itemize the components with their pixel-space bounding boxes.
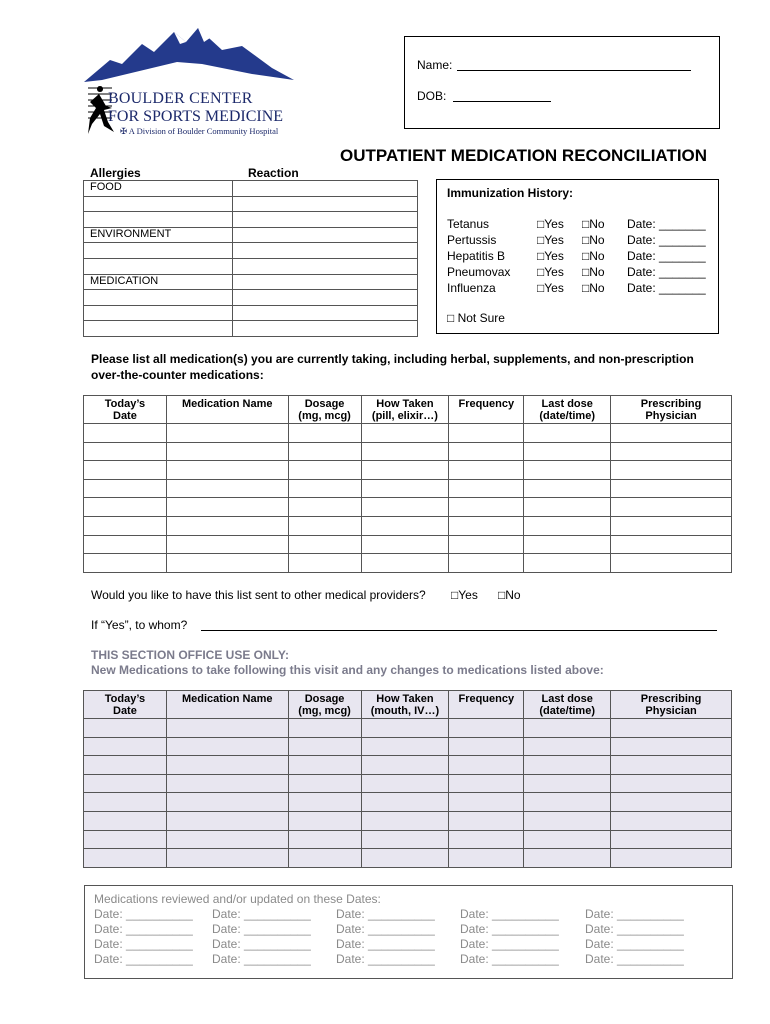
cross-icon: ✠ xyxy=(120,126,129,136)
table-row xyxy=(84,774,732,793)
allergy-cell[interactable] xyxy=(84,258,233,274)
table-cell[interactable] xyxy=(166,479,288,498)
reaction-cell[interactable] xyxy=(233,305,418,321)
table-cell[interactable] xyxy=(84,498,167,517)
table-cell[interactable] xyxy=(84,554,167,573)
table-cell[interactable] xyxy=(84,516,167,535)
review-date-field[interactable]: Date: __________ xyxy=(460,907,559,921)
reaction-cell[interactable] xyxy=(233,274,418,290)
review-date-field[interactable]: Date: __________ xyxy=(336,952,435,966)
table-cell[interactable] xyxy=(166,719,288,738)
table-row xyxy=(84,442,732,461)
table-cell[interactable] xyxy=(361,849,449,868)
table-cell[interactable] xyxy=(611,793,732,812)
table-cell[interactable] xyxy=(524,442,611,461)
reaction-cell[interactable] xyxy=(233,321,418,337)
column-header: Frequency xyxy=(449,396,524,424)
immunization-date-field[interactable]: Date: _______ xyxy=(627,233,706,247)
table-cell[interactable] xyxy=(361,774,449,793)
table-cell[interactable] xyxy=(449,535,524,554)
table-cell[interactable] xyxy=(361,793,449,812)
immunization-date-field[interactable]: Date: _______ xyxy=(627,217,706,231)
review-date-field[interactable]: Date: __________ xyxy=(94,952,193,966)
review-date-field[interactable]: Date: __________ xyxy=(212,922,311,936)
table-cell[interactable] xyxy=(449,554,524,573)
table-cell[interactable] xyxy=(166,830,288,849)
table-cell[interactable] xyxy=(524,793,611,812)
meds-instruction-line2: over-the-counter medications: xyxy=(91,368,264,382)
table-cell[interactable] xyxy=(361,811,449,830)
table-cell[interactable] xyxy=(288,756,361,775)
table-cell[interactable] xyxy=(611,535,732,554)
immunization-yes-checkbox[interactable]: □Yes xyxy=(537,281,564,295)
column-header: Prescribing Physician xyxy=(611,396,732,424)
office-use-title: THIS SECTION OFFICE USE ONLY: xyxy=(91,648,290,662)
immunization-date-field[interactable]: Date: _______ xyxy=(627,265,706,279)
column-header: Last dose (date/time) xyxy=(524,691,611,719)
table-cell[interactable] xyxy=(166,498,288,517)
review-date-field[interactable]: Date: __________ xyxy=(585,907,684,921)
table-cell[interactable] xyxy=(166,756,288,775)
table-cell[interactable] xyxy=(288,498,361,517)
column-header: Dosage (mg, mcg) xyxy=(288,691,361,719)
table-row xyxy=(84,756,732,775)
table-cell[interactable] xyxy=(361,498,449,517)
allergy-cell[interactable] xyxy=(84,196,233,212)
table-cell[interactable] xyxy=(449,774,524,793)
new-medications-table xyxy=(83,690,732,868)
immunization-name: Tetanus xyxy=(447,217,490,231)
allergy-cell[interactable]: MEDICATION xyxy=(84,274,233,290)
allergies-table xyxy=(83,180,418,337)
immunization-no-checkbox[interactable]: □No xyxy=(582,265,605,279)
table-cell[interactable] xyxy=(449,424,524,443)
reaction-cell[interactable] xyxy=(233,212,418,228)
table-cell[interactable] xyxy=(524,774,611,793)
table-cell[interactable] xyxy=(524,811,611,830)
table-cell[interactable] xyxy=(84,756,167,775)
table-cell[interactable] xyxy=(288,737,361,756)
review-dates-box xyxy=(84,885,733,979)
table-cell[interactable] xyxy=(84,479,167,498)
column-header: Medication Name xyxy=(166,396,288,424)
table-cell[interactable] xyxy=(361,424,449,443)
table-cell[interactable] xyxy=(449,811,524,830)
table-cell[interactable] xyxy=(288,793,361,812)
review-date-field[interactable]: Date: __________ xyxy=(212,907,311,921)
table-cell[interactable] xyxy=(611,516,732,535)
allergy-row xyxy=(84,196,418,212)
office-use-subtitle: New Medications to take following this visit and any changes to medications listed above: xyxy=(91,663,604,677)
table-row xyxy=(84,811,732,830)
table-cell[interactable] xyxy=(611,424,732,443)
table-cell[interactable] xyxy=(524,498,611,517)
allergy-cell[interactable]: ENVIRONMENT xyxy=(84,227,233,243)
table-cell[interactable] xyxy=(361,554,449,573)
table-cell[interactable] xyxy=(361,830,449,849)
review-date-field[interactable]: Date: __________ xyxy=(460,952,559,966)
column-header: Frequency xyxy=(449,691,524,719)
send-list-yes-checkbox[interactable]: □Yes xyxy=(451,588,478,602)
allergy-row xyxy=(84,258,418,274)
immunization-no-checkbox[interactable]: □No xyxy=(582,233,605,247)
allergy-cell[interactable]: FOOD xyxy=(84,181,233,197)
column-header: How Taken (mouth, IV…) xyxy=(361,691,449,719)
send-list-no-checkbox[interactable]: □No xyxy=(498,588,521,602)
table-cell[interactable] xyxy=(84,719,167,738)
table-cell[interactable] xyxy=(524,479,611,498)
logo-subtitle: ✠ A Division of Boulder Community Hospital xyxy=(120,126,279,136)
immunization-name: Pertussis xyxy=(447,233,497,247)
column-header: Today’s Date xyxy=(84,691,167,719)
table-cell[interactable] xyxy=(449,479,524,498)
immunization-name: Influenza xyxy=(447,281,496,295)
table-cell[interactable] xyxy=(288,442,361,461)
table-cell[interactable] xyxy=(361,737,449,756)
table-cell[interactable] xyxy=(84,793,167,812)
table-cell[interactable] xyxy=(166,554,288,573)
table-cell[interactable] xyxy=(449,849,524,868)
table-cell[interactable] xyxy=(84,811,167,830)
table-cell[interactable] xyxy=(524,424,611,443)
reaction-cell[interactable] xyxy=(233,258,418,274)
table-cell[interactable] xyxy=(288,830,361,849)
table-cell[interactable] xyxy=(524,830,611,849)
immunization-no-checkbox[interactable]: □No xyxy=(582,281,605,295)
allergy-row xyxy=(84,305,418,321)
table-cell[interactable] xyxy=(84,737,167,756)
meds-instruction-line1: Please list all medication(s) you are currently taking, including herbal, supplements, and non-prescription xyxy=(91,352,694,366)
to-whom-field[interactable] xyxy=(201,630,717,631)
send-list-question: Would you like to have this list sent to other medical providers? xyxy=(91,588,426,602)
table-cell[interactable] xyxy=(84,424,167,443)
allergy-cell[interactable] xyxy=(84,305,233,321)
table-cell[interactable] xyxy=(288,554,361,573)
allergy-row xyxy=(84,290,418,306)
table-cell[interactable] xyxy=(166,442,288,461)
allergy-row xyxy=(84,227,418,243)
table-cell[interactable] xyxy=(524,535,611,554)
table-cell[interactable] xyxy=(449,737,524,756)
table-cell[interactable] xyxy=(449,830,524,849)
immunization-box xyxy=(436,179,719,334)
table-cell[interactable] xyxy=(524,737,611,756)
column-header: Last dose (date/time) xyxy=(524,396,611,424)
table-cell[interactable] xyxy=(166,516,288,535)
allergy-cell[interactable] xyxy=(84,290,233,306)
not-sure-checkbox[interactable]: □ Not Sure xyxy=(447,311,505,325)
table-cell[interactable] xyxy=(611,461,732,480)
review-date-field[interactable]: Date: __________ xyxy=(94,907,193,921)
table-cell[interactable] xyxy=(166,535,288,554)
table-cell[interactable] xyxy=(361,535,449,554)
review-date-field[interactable]: Date: __________ xyxy=(212,952,311,966)
table-cell[interactable] xyxy=(611,737,732,756)
immunization-yes-checkbox[interactable]: □Yes xyxy=(537,265,564,279)
table-cell[interactable] xyxy=(288,479,361,498)
table-row xyxy=(84,498,732,517)
reaction-cell[interactable] xyxy=(233,196,418,212)
allergy-cell[interactable] xyxy=(84,321,233,337)
table-cell[interactable] xyxy=(524,756,611,775)
table-cell[interactable] xyxy=(449,461,524,480)
table-cell[interactable] xyxy=(84,774,167,793)
review-date-field[interactable]: Date: __________ xyxy=(585,937,684,951)
immunization-name: Hepatitis B xyxy=(447,249,506,263)
table-cell[interactable] xyxy=(524,516,611,535)
table-row xyxy=(84,554,732,573)
table-row xyxy=(84,461,732,480)
to-whom-label: If “Yes”, to whom? xyxy=(91,618,188,632)
column-header: Medication Name xyxy=(166,691,288,719)
reaction-cell[interactable] xyxy=(233,243,418,259)
review-date-field[interactable]: Date: __________ xyxy=(460,922,559,936)
review-date-field[interactable]: Date: __________ xyxy=(212,937,311,951)
table-cell[interactable] xyxy=(84,461,167,480)
table-cell[interactable] xyxy=(84,442,167,461)
page-title: OUTPATIENT MEDICATION RECONCILIATION xyxy=(340,146,708,165)
allergy-row xyxy=(84,274,418,290)
reaction-cell[interactable] xyxy=(233,181,418,197)
table-cell[interactable] xyxy=(288,811,361,830)
table-cell[interactable] xyxy=(288,535,361,554)
table-row xyxy=(84,535,732,554)
dob-label: DOB: xyxy=(417,89,447,103)
table-cell[interactable] xyxy=(611,498,732,517)
allergy-cell[interactable] xyxy=(84,243,233,259)
table-cell[interactable] xyxy=(166,811,288,830)
table-row xyxy=(84,479,732,498)
table-cell[interactable] xyxy=(449,442,524,461)
review-date-field[interactable]: Date: __________ xyxy=(585,922,684,936)
table-cell[interactable] xyxy=(288,719,361,738)
allergy-row xyxy=(84,212,418,228)
table-row xyxy=(84,737,732,756)
review-date-field[interactable]: Date: __________ xyxy=(585,952,684,966)
table-row xyxy=(84,719,732,738)
table-cell[interactable] xyxy=(449,498,524,517)
logo-name-line2: FOR SPORTS MEDICINE xyxy=(108,108,284,125)
table-cell[interactable] xyxy=(166,737,288,756)
allergy-row xyxy=(84,321,418,337)
table-cell[interactable] xyxy=(524,849,611,868)
table-cell[interactable] xyxy=(524,554,611,573)
table-cell[interactable] xyxy=(361,756,449,775)
table-cell[interactable] xyxy=(361,479,449,498)
table-cell[interactable] xyxy=(84,830,167,849)
allergies-header: Allergies xyxy=(90,166,141,180)
table-row xyxy=(84,849,732,868)
immunization-no-checkbox[interactable]: □No xyxy=(582,249,605,263)
table-cell[interactable] xyxy=(611,774,732,793)
table-cell[interactable] xyxy=(361,461,449,480)
table-cell[interactable] xyxy=(611,719,732,738)
table-cell[interactable] xyxy=(84,535,167,554)
table-cell[interactable] xyxy=(449,756,524,775)
reaction-header: Reaction xyxy=(248,166,299,180)
review-date-field[interactable]: Date: __________ xyxy=(94,937,193,951)
table-cell[interactable] xyxy=(288,849,361,868)
column-header: Dosage (mg, mcg) xyxy=(288,396,361,424)
patient-info-box xyxy=(404,36,720,129)
table-cell[interactable] xyxy=(288,774,361,793)
table-cell[interactable] xyxy=(449,719,524,738)
table-cell[interactable] xyxy=(166,424,288,443)
reaction-cell[interactable] xyxy=(233,290,418,306)
table-cell[interactable] xyxy=(288,461,361,480)
current-medications-table xyxy=(83,395,732,573)
table-cell[interactable] xyxy=(611,442,732,461)
table-row xyxy=(84,830,732,849)
immunization-date-field[interactable]: Date: _______ xyxy=(627,281,706,295)
allergy-cell[interactable] xyxy=(84,212,233,228)
review-date-field[interactable]: Date: __________ xyxy=(336,907,435,921)
table-cell[interactable] xyxy=(84,849,167,868)
review-title: Medications reviewed and/or updated on these Dates: xyxy=(94,892,381,906)
reaction-cell[interactable] xyxy=(233,227,418,243)
immunization-name: Pneumovax xyxy=(447,265,511,279)
column-header: Prescribing Physician xyxy=(611,691,732,719)
table-cell[interactable] xyxy=(166,774,288,793)
table-row xyxy=(84,424,732,443)
table-cell[interactable] xyxy=(524,461,611,480)
table-row xyxy=(84,516,732,535)
review-date-field[interactable]: Date: __________ xyxy=(94,922,193,936)
review-date-field[interactable]: Date: __________ xyxy=(460,937,559,951)
table-cell[interactable] xyxy=(524,719,611,738)
logo-name-line1: BOULDER CENTER xyxy=(108,90,253,107)
immunization-yes-checkbox[interactable]: □Yes xyxy=(537,249,564,263)
table-cell[interactable] xyxy=(288,516,361,535)
immunization-yes-checkbox[interactable]: □Yes xyxy=(537,233,564,247)
table-cell[interactable] xyxy=(611,479,732,498)
immunization-title: Immunization History: xyxy=(447,186,574,200)
column-header: Today’s Date xyxy=(84,396,167,424)
table-cell[interactable] xyxy=(449,793,524,812)
immunization-date-field[interactable]: Date: _______ xyxy=(627,249,706,263)
table-cell[interactable] xyxy=(361,442,449,461)
table-cell[interactable] xyxy=(166,461,288,480)
table-cell[interactable] xyxy=(361,516,449,535)
allergy-row xyxy=(84,243,418,259)
name-field[interactable] xyxy=(457,70,691,71)
name-label: Name: xyxy=(417,58,453,72)
table-cell[interactable] xyxy=(611,830,732,849)
table-cell[interactable] xyxy=(288,424,361,443)
immunization-yes-checkbox[interactable]: □Yes xyxy=(537,217,564,231)
table-cell[interactable] xyxy=(611,756,732,775)
immunization-no-checkbox[interactable]: □No xyxy=(582,217,605,231)
review-date-field[interactable]: Date: __________ xyxy=(336,937,435,951)
table-cell[interactable] xyxy=(611,554,732,573)
allergy-row xyxy=(84,181,418,197)
table-cell[interactable] xyxy=(361,719,449,738)
table-cell[interactable] xyxy=(611,811,732,830)
review-date-field[interactable]: Date: __________ xyxy=(336,922,435,936)
table-cell[interactable] xyxy=(611,849,732,868)
column-header: How Taken (pill, elixir…) xyxy=(361,396,449,424)
table-cell[interactable] xyxy=(166,849,288,868)
table-cell[interactable] xyxy=(449,516,524,535)
dob-field[interactable] xyxy=(453,101,551,102)
table-cell[interactable] xyxy=(166,793,288,812)
table-row xyxy=(84,793,732,812)
